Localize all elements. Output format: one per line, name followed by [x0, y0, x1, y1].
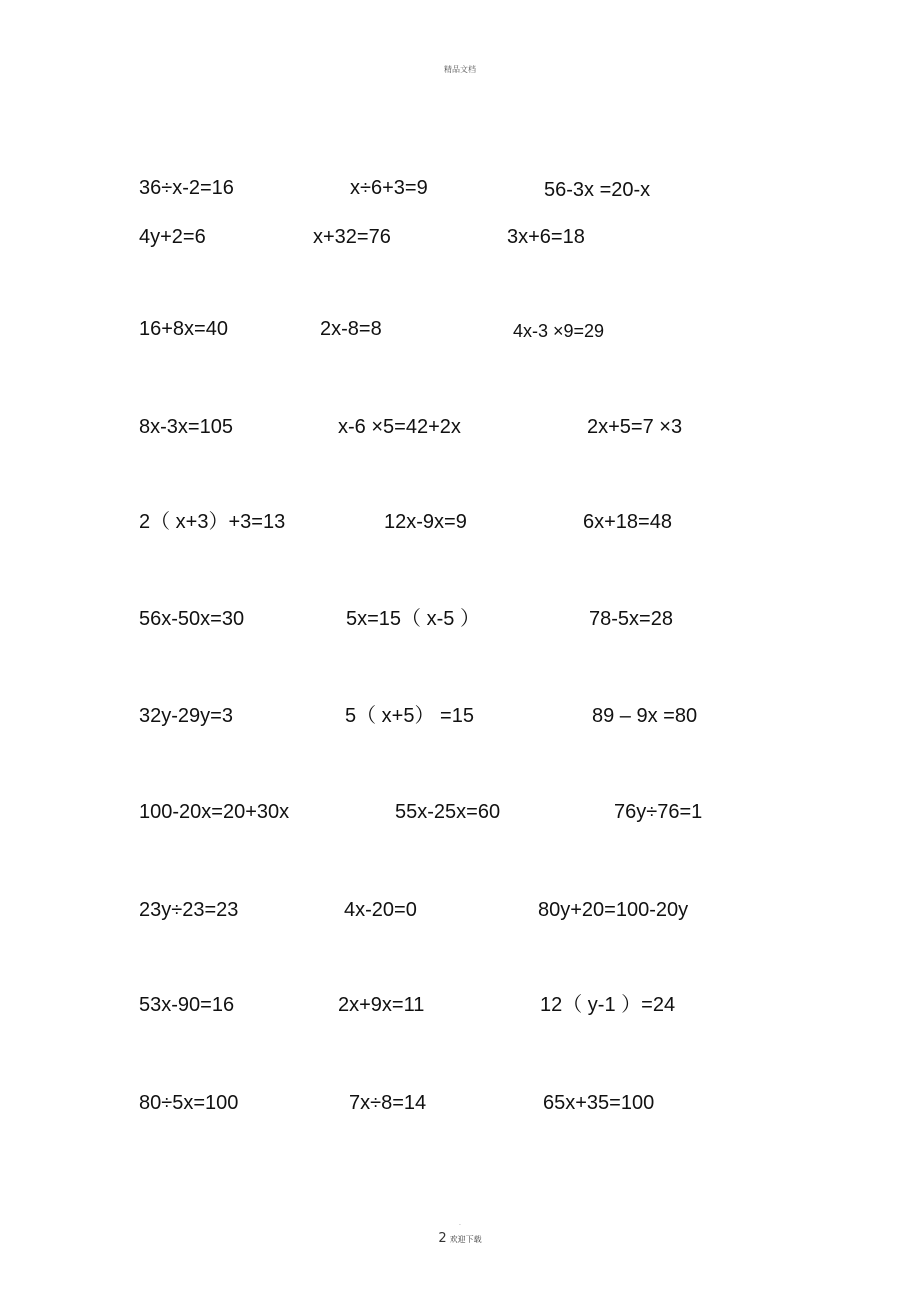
footer-text: 欢迎下载	[449, 1235, 482, 1244]
equation: 12（ y-1 ）=24	[540, 994, 676, 1016]
equation: 80÷5x=100	[139, 1092, 239, 1114]
equation: x-6 ×5=42+2x	[338, 416, 461, 438]
equation: 5（ x+5） =15	[345, 705, 474, 727]
equation: 32y-29y=3	[139, 705, 233, 727]
page-header: 精品文档	[444, 65, 476, 74]
equation: 12x-9x=9	[384, 511, 467, 533]
equation: 2x+5=7 ×3	[587, 416, 683, 438]
equation: 36÷x-2=16	[139, 177, 234, 199]
equation: 3x+6=18	[507, 226, 585, 248]
equation: 4x-3 ×9=29	[513, 321, 605, 341]
equation: x+32=76	[313, 226, 391, 248]
footer-dot: .	[459, 1220, 461, 1227]
equation: 6x+18=48	[583, 511, 672, 533]
equation: 8x-3x=105	[139, 416, 233, 438]
page-footer	[0, 1221, 920, 1246]
equation: 2x+9x=11	[338, 994, 425, 1016]
equation: 2x-8=8	[320, 318, 382, 340]
equation: x÷6+3=9	[350, 177, 428, 199]
equation: 4y+2=6	[139, 226, 206, 248]
equation: 23y÷23=23	[139, 899, 239, 921]
equation: 89 – 9x =80	[592, 705, 698, 727]
page-number: 2	[438, 1231, 447, 1246]
equation: 7x÷8=14	[349, 1092, 427, 1114]
equation: 2（ x+3）+3=13	[139, 511, 286, 533]
equation: 56-3x =20-x	[544, 179, 651, 201]
equation: 55x-25x=60	[395, 801, 501, 823]
equation: 65x+35=100	[543, 1092, 655, 1114]
equation: 16+8x=40	[139, 318, 228, 340]
equation: 5x=15（ x-5 ）	[346, 608, 480, 630]
equation: 53x-90=16	[139, 994, 235, 1016]
equation: 80y+20=100-20y	[538, 899, 689, 921]
equation: 100-20x=20+30x	[139, 801, 290, 823]
equation: 4x-20=0	[344, 899, 417, 921]
equation: 78-5x=28	[589, 608, 673, 630]
equation: 76y÷76=1	[614, 801, 703, 823]
equation: 56x-50x=30	[139, 608, 245, 630]
